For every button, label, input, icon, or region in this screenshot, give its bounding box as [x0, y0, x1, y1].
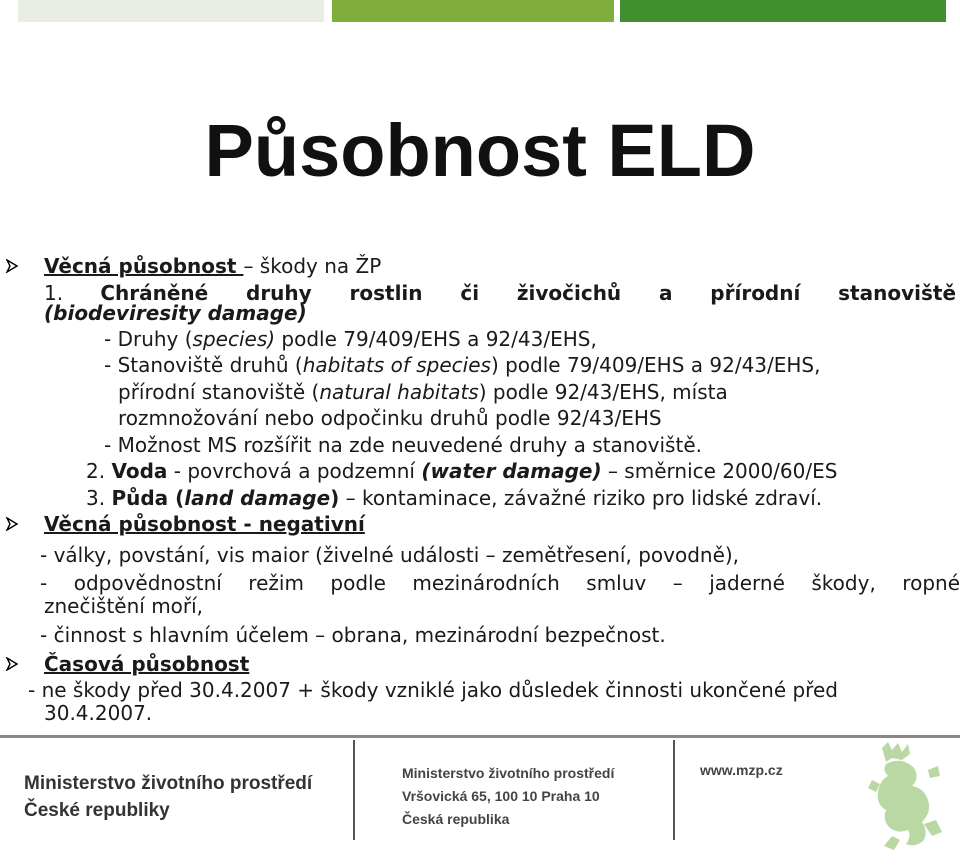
top-bar-right	[620, 0, 946, 22]
item3-number: 3.	[86, 485, 112, 510]
arrow-bullet-icon	[5, 657, 19, 671]
sub1-italic: species)	[192, 326, 276, 351]
arrow-bullet-icon	[5, 517, 19, 531]
section3-heading-line	[0, 651, 960, 678]
ministry-address	[402, 762, 614, 831]
sub3-line2	[0, 405, 960, 432]
item3-title: Půda (	[111, 485, 185, 510]
sub2-text-a: - Stanoviště druhů (	[104, 353, 303, 377]
footer-separator-left	[353, 740, 355, 840]
item1-subtitle-line	[0, 300, 960, 327]
section1-heading-line	[0, 253, 960, 280]
sub2-text-c: ) podle 79/409/EHS a 92/43/EHS,	[490, 353, 821, 377]
sub3-text-a: přírodní stanoviště (	[118, 379, 320, 404]
sub1-text-a: - Druhy (	[104, 326, 193, 351]
section2-line2b	[0, 593, 960, 620]
website-link[interactable]: www.mzp.cz	[700, 762, 783, 778]
slide-content	[0, 253, 960, 726]
section1-heading-rest: – škody na ŽP	[243, 254, 382, 278]
item2-line	[0, 458, 960, 485]
top-bar-middle	[332, 0, 614, 22]
item1-title: Chráněné druhy rostlin či živočichů a přírodní stanoviště	[100, 280, 957, 305]
section2-line3	[0, 622, 960, 649]
section2-text2b: znečištění moří,	[44, 593, 204, 618]
section3-heading: Časová působnost	[44, 651, 250, 676]
item2-text1: - povrchová a podzemní	[167, 459, 422, 483]
arrow-bullet-icon	[5, 259, 19, 273]
sub2-line	[0, 352, 960, 379]
address-line2: Vršovická 65, 100 10 Praha 10	[402, 788, 600, 804]
footer-divider	[0, 735, 960, 738]
czech-lion-icon	[862, 740, 946, 852]
sub3-text-c: ) podle 92/43/EHS, místa	[478, 379, 728, 404]
top-bar-left	[18, 0, 324, 22]
sub1-text-c: podle 79/409/EHS a 92/43/EHS,	[275, 326, 597, 351]
section2-text1: - války, povstání, vis maior (živelné události – zemětřesení, povodně),	[40, 542, 740, 567]
sub3-text-line2: rozmnožování nebo odpočinku druhů podle 92/43/EHS	[118, 406, 662, 430]
ministry-line2: České republiky	[24, 800, 170, 821]
section3-text1: - ne škody před 30.4.2007 + škody vzniklé jako důsledek činnosti ukončené před	[28, 678, 838, 702]
item3-line	[0, 485, 960, 512]
ministry-line1: Ministerstvo životního prostředí	[24, 773, 313, 794]
sub1-line	[0, 326, 960, 353]
section3-text1b: 30.4.2007.	[44, 700, 153, 725]
item3-close: )	[330, 485, 340, 510]
section2-heading: Věcná působnost - negativní	[44, 512, 365, 536]
item2-english: (water damage)	[421, 459, 602, 483]
sub3-line	[0, 379, 960, 406]
address-line3: Česká republika	[402, 811, 510, 827]
item1-number: 1.	[44, 280, 64, 305]
address-line1: Ministerstvo životního prostředí	[402, 765, 615, 781]
slide-title: Působnost ELD	[204, 109, 756, 192]
ministry-name	[24, 770, 312, 824]
section2-line1	[0, 542, 960, 569]
section2-text3: - činnost s hlavním účelem – obrana, mezinárodní bezpečnost.	[40, 623, 666, 647]
item2-title: Voda	[111, 459, 168, 483]
footer-separator-right	[673, 740, 675, 840]
section1-heading: Věcná působnost	[44, 254, 244, 278]
item1-subtitle: (biodeviresity damage)	[44, 301, 307, 325]
section2-heading-line	[0, 511, 960, 538]
section3-line1b	[0, 700, 960, 727]
sub4-text: - Možnost MS rozšířit na zde neuvedené druhy a stanoviště.	[104, 432, 702, 457]
item2-number: 2.	[86, 459, 112, 483]
item2-text2: – směrnice 2000/60/ES	[601, 459, 838, 483]
sub2-italic: habitats of species	[302, 353, 491, 377]
item3-english: land damage	[184, 485, 331, 510]
item3-text: – kontaminace, závažné riziko pro lidské zdraví.	[339, 485, 823, 510]
section2-text2: - odpovědnostní režim podle mezinárodních smluv – jaderné škody, ropné	[40, 571, 960, 595]
sub4-line	[0, 432, 960, 459]
sub3-italic: natural habitats	[319, 379, 479, 404]
